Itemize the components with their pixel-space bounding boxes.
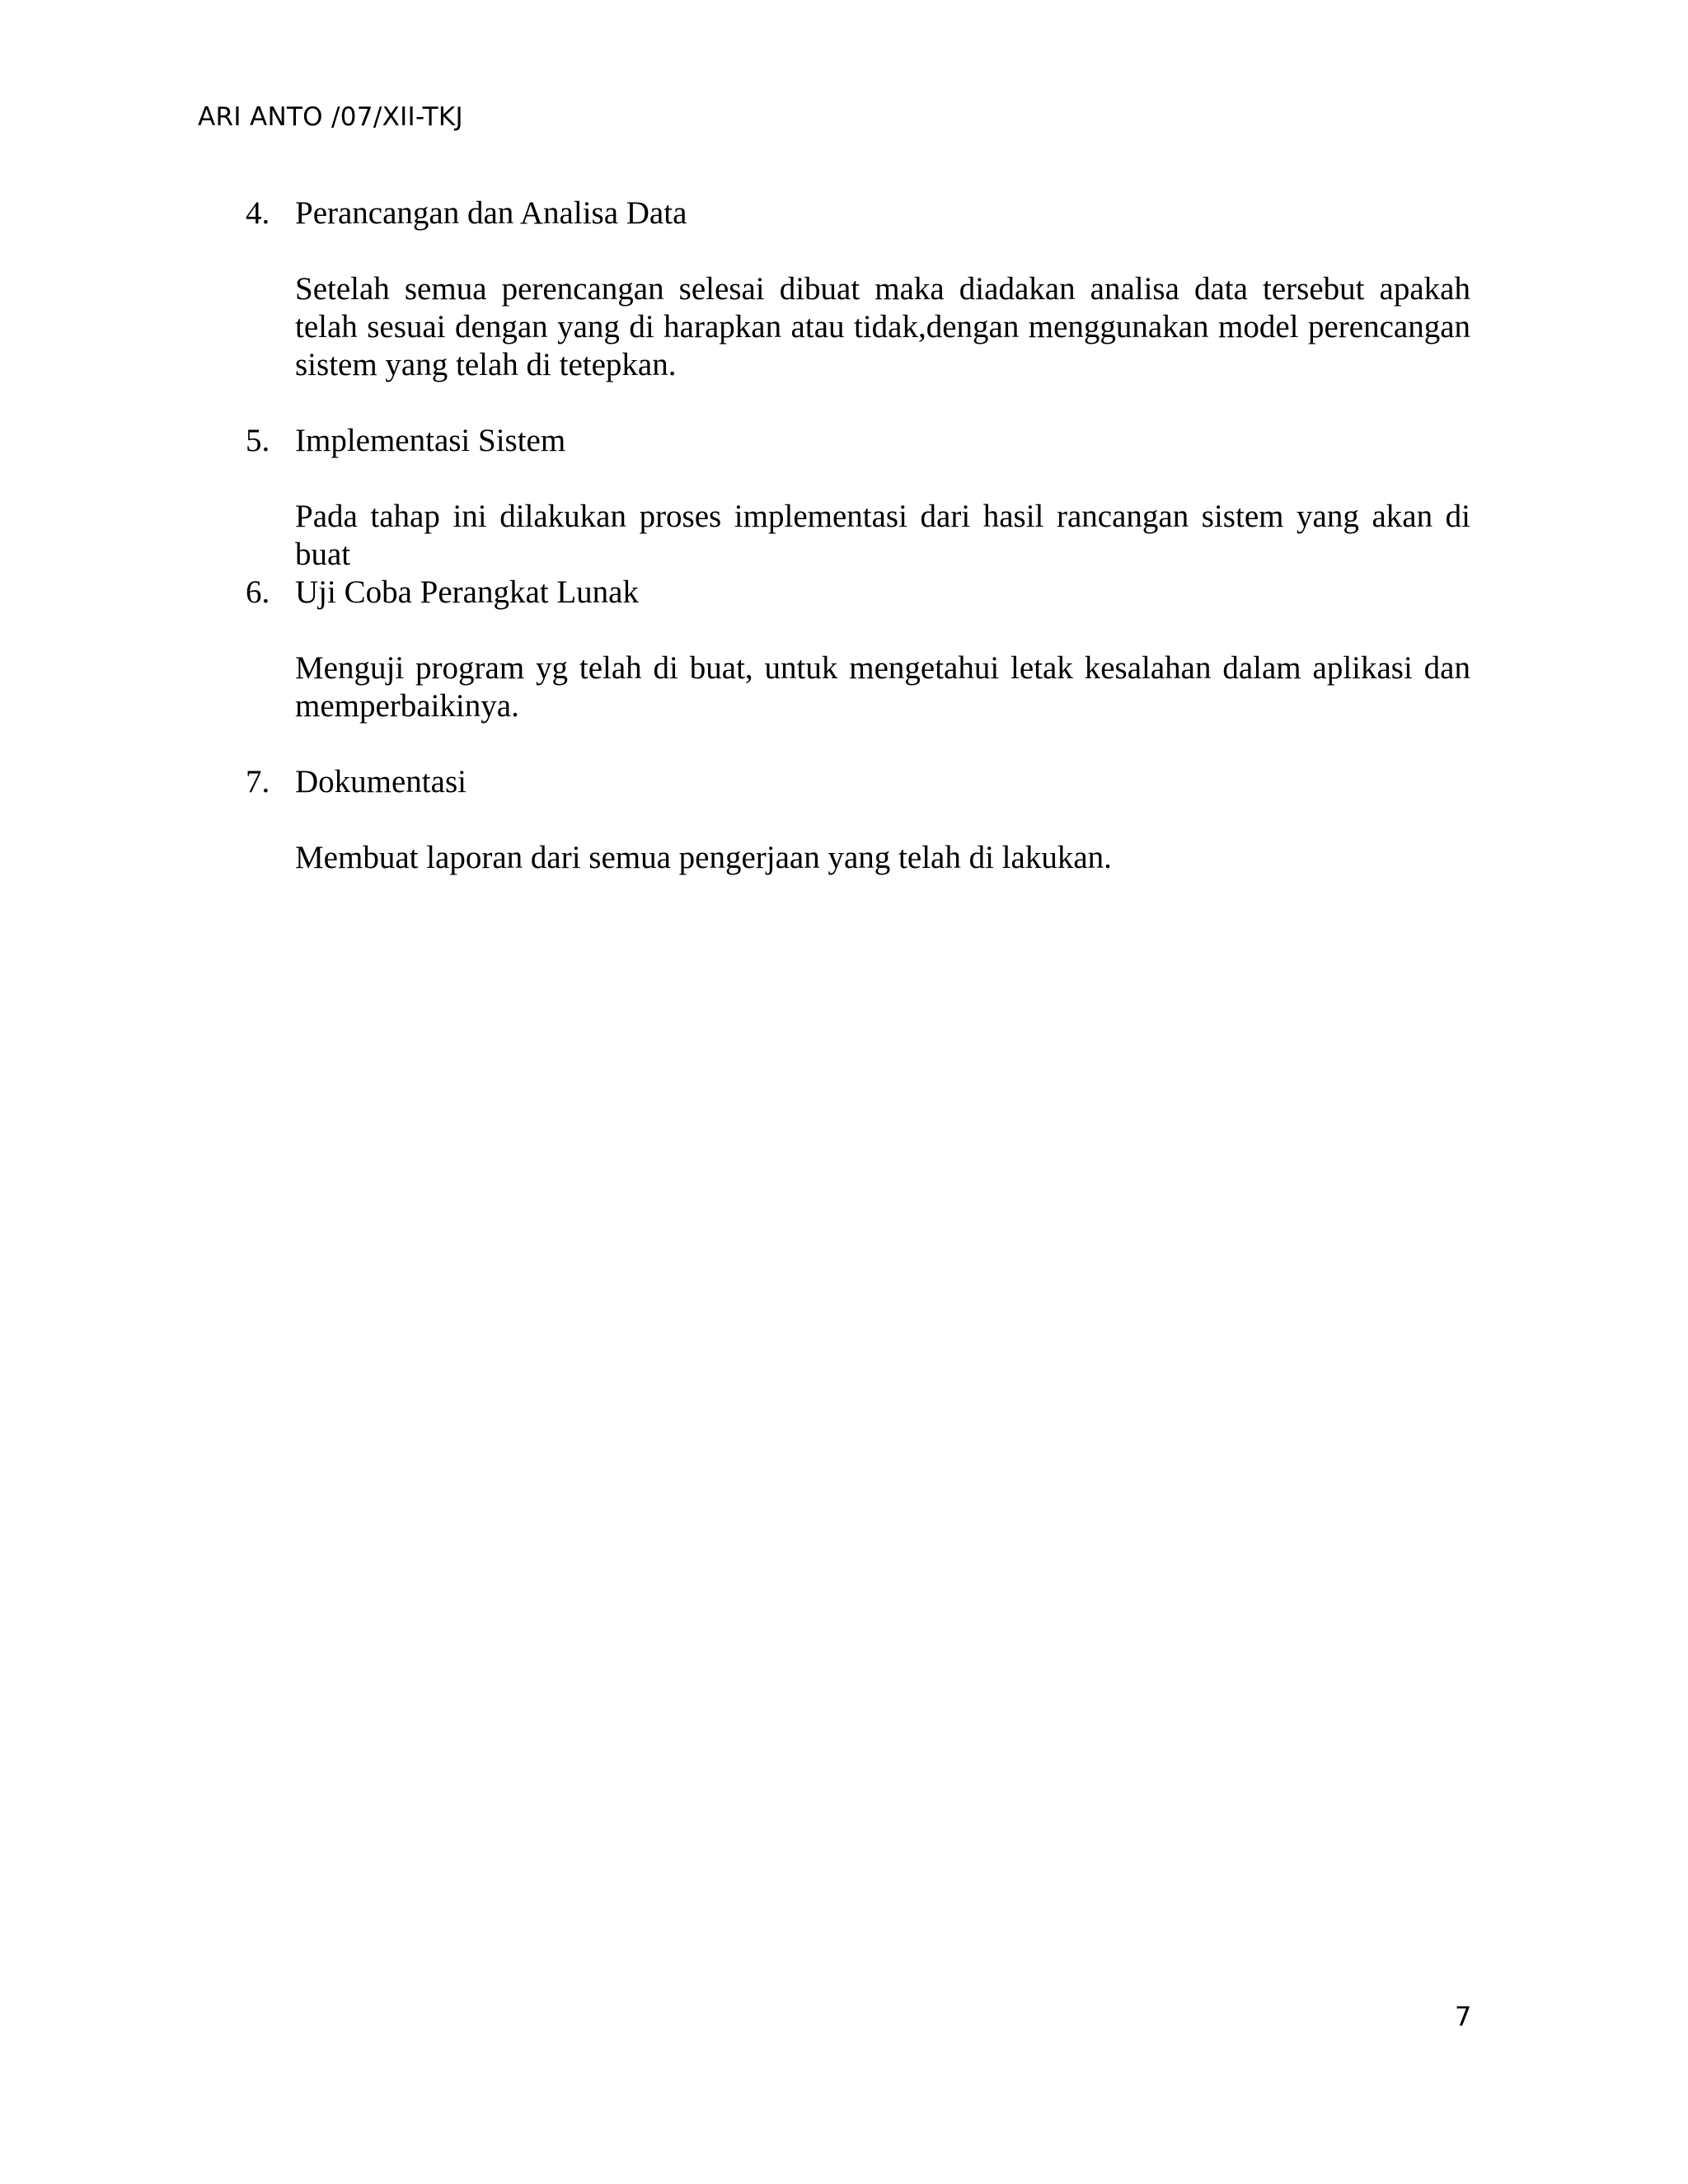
list-item bbox=[246, 422, 1470, 574]
list-item-heading bbox=[246, 422, 1470, 460]
list-item-paragraph: Menguji program yg telah di buat, untuk mengetahui letak kesalahan dalam aplikasi dan memperbaikinya. bbox=[295, 650, 1470, 724]
list-item bbox=[246, 194, 1470, 384]
list-item bbox=[246, 574, 1470, 725]
list-item-title: Implementasi Sistem bbox=[295, 423, 566, 458]
list-item bbox=[246, 763, 1470, 877]
list-item-number: 5. bbox=[246, 423, 270, 458]
list-item-heading bbox=[246, 574, 1470, 612]
list-item-paragraph: Membuat laporan dari semua pengerjaan yang telah di lakukan. bbox=[295, 840, 1112, 875]
list-item-number: 4. bbox=[246, 195, 270, 231]
list-item-title: Perancangan dan Analisa Data bbox=[295, 195, 687, 231]
list-item-heading bbox=[246, 763, 1470, 801]
list-item-heading bbox=[246, 194, 1470, 232]
list-item-number: 6. bbox=[246, 574, 270, 610]
list-item-title: Uji Coba Perangkat Lunak bbox=[295, 574, 639, 610]
document-body bbox=[246, 194, 1470, 877]
list-item-title: Dokumentasi bbox=[295, 764, 467, 799]
list-item-paragraph: Pada tahap ini dilakukan proses implementasi dari hasil rancangan sistem yang akan di buat bbox=[295, 499, 1470, 572]
list-item-number: 7. bbox=[246, 764, 270, 799]
page-number: 7 bbox=[1455, 2001, 1472, 2032]
list-item-paragraph: Setelah semua perencangan selesai dibuat maka diadakan analisa data tersebut apakah telah sesuai dengan yang di harapkan atau tidak,dengan menggunakan model perencangan sistem yang telah di tetepkan. bbox=[295, 271, 1470, 382]
page-header: ARI ANTO /07/XII-TKJ bbox=[198, 102, 463, 132]
